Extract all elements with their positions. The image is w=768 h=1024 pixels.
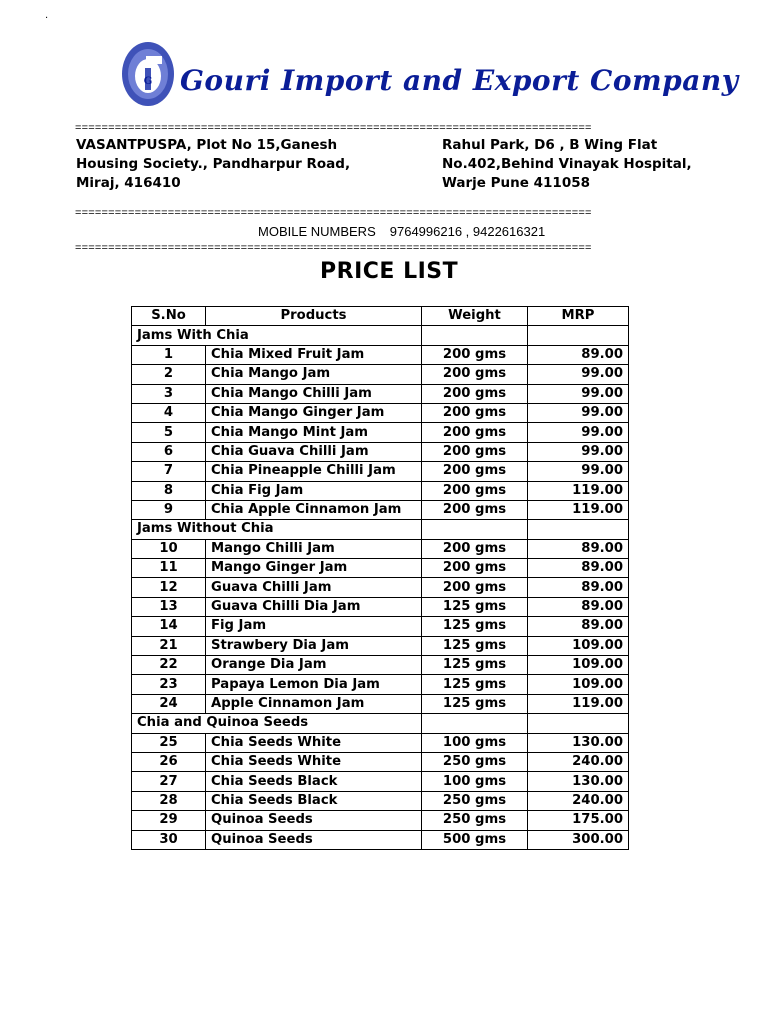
table-row — [132, 597, 629, 616]
cell-sno: 25 — [132, 733, 206, 752]
cell-mrp: 109.00 — [528, 675, 629, 694]
separator-line: ============================================================================== — [75, 207, 592, 219]
mobile-numbers — [258, 224, 545, 239]
cell-mrp: 99.00 — [528, 403, 629, 422]
address-left-line: VASANTPUSPA, Plot No 15,Ganesh — [76, 137, 338, 153]
header-weight: Weight — [422, 307, 528, 326]
cell-mrp: 89.00 — [528, 559, 629, 578]
cell-product: Chia Seeds Black — [206, 772, 422, 791]
cell-weight: 200 gms — [422, 365, 528, 384]
price-table-body — [132, 326, 629, 850]
cell-product: Chia Guava Chilli Jam — [206, 442, 422, 461]
cell-sno: 11 — [132, 559, 206, 578]
cell-sno: 14 — [132, 617, 206, 636]
table-row — [132, 617, 629, 636]
cell-mrp: 119.00 — [528, 694, 629, 713]
cell-product: Guava Chilli Dia Jam — [206, 597, 422, 616]
empty-cell — [422, 520, 528, 539]
address-left-line: Housing Society., Pandharpur Road, — [76, 156, 351, 172]
cell-mrp: 240.00 — [528, 791, 629, 810]
address-left — [76, 136, 350, 193]
address-right-line: Warje Pune 411058 — [442, 175, 590, 191]
cell-product: Quinoa Seeds — [206, 830, 422, 849]
table-row — [132, 656, 629, 675]
cell-weight: 100 gms — [422, 733, 528, 752]
cell-mrp: 130.00 — [528, 772, 629, 791]
cell-mrp: 300.00 — [528, 830, 629, 849]
table-row — [132, 462, 629, 481]
section-row — [132, 326, 629, 345]
cell-weight: 250 gms — [422, 752, 528, 771]
corner-mark: . — [45, 10, 49, 21]
cell-sno: 27 — [132, 772, 206, 791]
cell-mrp: 99.00 — [528, 365, 629, 384]
cell-sno: 5 — [132, 423, 206, 442]
cell-product: Chia Seeds Black — [206, 791, 422, 810]
empty-cell — [528, 714, 629, 733]
cell-weight: 200 gms — [422, 462, 528, 481]
mobile-label: MOBILE NUMBERS — [258, 224, 376, 239]
table-row — [132, 791, 629, 810]
table-row — [132, 636, 629, 655]
cell-product: Papaya Lemon Dia Jam — [206, 675, 422, 694]
cell-product: Apple Cinnamon Jam — [206, 694, 422, 713]
empty-cell — [528, 326, 629, 345]
cell-weight: 250 gms — [422, 791, 528, 810]
section-title: Jams Without Chia — [132, 520, 422, 539]
table-row — [132, 423, 629, 442]
cell-product: Orange Dia Jam — [206, 656, 422, 675]
cell-mrp: 89.00 — [528, 539, 629, 558]
cell-product: Quinoa Seeds — [206, 811, 422, 830]
address-right-line: No.402,Behind Vinayak Hospital, — [442, 156, 692, 172]
table-header-row — [132, 307, 629, 326]
cell-sno: 6 — [132, 442, 206, 461]
table-row — [132, 733, 629, 752]
cell-weight: 200 gms — [422, 403, 528, 422]
cell-sno: 8 — [132, 481, 206, 500]
cell-weight: 125 gms — [422, 617, 528, 636]
table-row — [132, 345, 629, 364]
separator-line: ============================================================================== — [75, 122, 592, 134]
cell-weight: 200 gms — [422, 539, 528, 558]
cell-sno: 29 — [132, 811, 206, 830]
cell-product: Guava Chilli Jam — [206, 578, 422, 597]
cell-weight: 200 gms — [422, 481, 528, 500]
cell-product: Chia Seeds White — [206, 733, 422, 752]
cell-mrp: 109.00 — [528, 656, 629, 675]
cell-sno: 13 — [132, 597, 206, 616]
cell-sno: 28 — [132, 791, 206, 810]
empty-cell — [528, 520, 629, 539]
cell-weight: 200 gms — [422, 442, 528, 461]
cell-sno: 23 — [132, 675, 206, 694]
table-row — [132, 481, 629, 500]
cell-mrp: 119.00 — [528, 500, 629, 519]
section-title: Jams With Chia — [132, 326, 422, 345]
cell-sno: 22 — [132, 656, 206, 675]
cell-weight: 200 gms — [422, 384, 528, 403]
table-row — [132, 675, 629, 694]
table-row — [132, 403, 629, 422]
cell-product: Mango Ginger Jam — [206, 559, 422, 578]
logo-letter: G — [143, 76, 153, 87]
section-row — [132, 520, 629, 539]
table-row — [132, 772, 629, 791]
cell-weight: 125 gms — [422, 675, 528, 694]
cell-sno: 3 — [132, 384, 206, 403]
cell-mrp: 99.00 — [528, 423, 629, 442]
cell-product: Chia Mango Chilli Jam — [206, 384, 422, 403]
cell-weight: 200 gms — [422, 423, 528, 442]
table-row — [132, 752, 629, 771]
mobile-number-values: 9764996216 , 9422616321 — [389, 224, 546, 239]
cell-mrp: 240.00 — [528, 752, 629, 771]
price-table — [131, 306, 629, 850]
cell-sno: 30 — [132, 830, 206, 849]
table-row — [132, 578, 629, 597]
cell-product: Chia Mango Jam — [206, 365, 422, 384]
cell-sno: 9 — [132, 500, 206, 519]
header-sno: S.No — [132, 307, 206, 326]
page-title: PRICE LIST — [320, 259, 459, 284]
cell-weight: 500 gms — [422, 830, 528, 849]
cell-product: Chia Fig Jam — [206, 481, 422, 500]
header-mrp: MRP — [528, 307, 629, 326]
cell-product: Chia Mixed Fruit Jam — [206, 345, 422, 364]
table-row — [132, 442, 629, 461]
company-logo-icon — [120, 40, 176, 108]
empty-cell — [422, 714, 528, 733]
cell-mrp: 89.00 — [528, 345, 629, 364]
cell-weight: 125 gms — [422, 694, 528, 713]
cell-sno: 12 — [132, 578, 206, 597]
cell-product: Fig Jam — [206, 617, 422, 636]
cell-sno: 24 — [132, 694, 206, 713]
cell-weight: 125 gms — [422, 597, 528, 616]
cell-sno: 2 — [132, 365, 206, 384]
cell-sno: 4 — [132, 403, 206, 422]
cell-weight: 125 gms — [422, 656, 528, 675]
cell-mrp: 89.00 — [528, 578, 629, 597]
table-row — [132, 365, 629, 384]
cell-mrp: 109.00 — [528, 636, 629, 655]
cell-weight: 200 gms — [422, 500, 528, 519]
cell-mrp: 89.00 — [528, 617, 629, 636]
separator-line: ============================================================================== — [75, 242, 592, 254]
address-right-line: Rahul Park, D6 , B Wing Flat — [442, 137, 658, 153]
cell-product: Chia Seeds White — [206, 752, 422, 771]
cell-product: Chia Apple Cinnamon Jam — [206, 500, 422, 519]
table-row — [132, 500, 629, 519]
cell-mrp: 130.00 — [528, 733, 629, 752]
cell-mrp: 99.00 — [528, 442, 629, 461]
cell-mrp: 89.00 — [528, 597, 629, 616]
cell-mrp: 119.00 — [528, 481, 629, 500]
cell-product: Mango Chilli Jam — [206, 539, 422, 558]
cell-mrp: 99.00 — [528, 462, 629, 481]
table-row — [132, 559, 629, 578]
cell-product: Chia Mango Mint Jam — [206, 423, 422, 442]
cell-weight: 200 gms — [422, 345, 528, 364]
cell-sno: 7 — [132, 462, 206, 481]
cell-mrp: 99.00 — [528, 384, 629, 403]
cell-weight: 250 gms — [422, 811, 528, 830]
company-name: Gouri Import and Export Company — [180, 64, 739, 97]
cell-weight: 200 gms — [422, 578, 528, 597]
cell-sno: 1 — [132, 345, 206, 364]
cell-product: Chia Mango Ginger Jam — [206, 403, 422, 422]
table-row — [132, 811, 629, 830]
cell-sno: 21 — [132, 636, 206, 655]
cell-sno: 10 — [132, 539, 206, 558]
table-row — [132, 694, 629, 713]
cell-weight: 125 gms — [422, 636, 528, 655]
table-row — [132, 539, 629, 558]
header-products: Products — [206, 307, 422, 326]
empty-cell — [422, 326, 528, 345]
cell-sno: 26 — [132, 752, 206, 771]
cell-weight: 200 gms — [422, 559, 528, 578]
address-left-line: Miraj, 416410 — [76, 175, 181, 191]
cell-product: Chia Pineapple Chilli Jam — [206, 462, 422, 481]
section-row — [132, 714, 629, 733]
cell-product: Strawbery Dia Jam — [206, 636, 422, 655]
table-row — [132, 384, 629, 403]
address-right — [442, 136, 692, 193]
cell-weight: 100 gms — [422, 772, 528, 791]
section-title: Chia and Quinoa Seeds — [132, 714, 422, 733]
table-row — [132, 830, 629, 849]
cell-mrp: 175.00 — [528, 811, 629, 830]
